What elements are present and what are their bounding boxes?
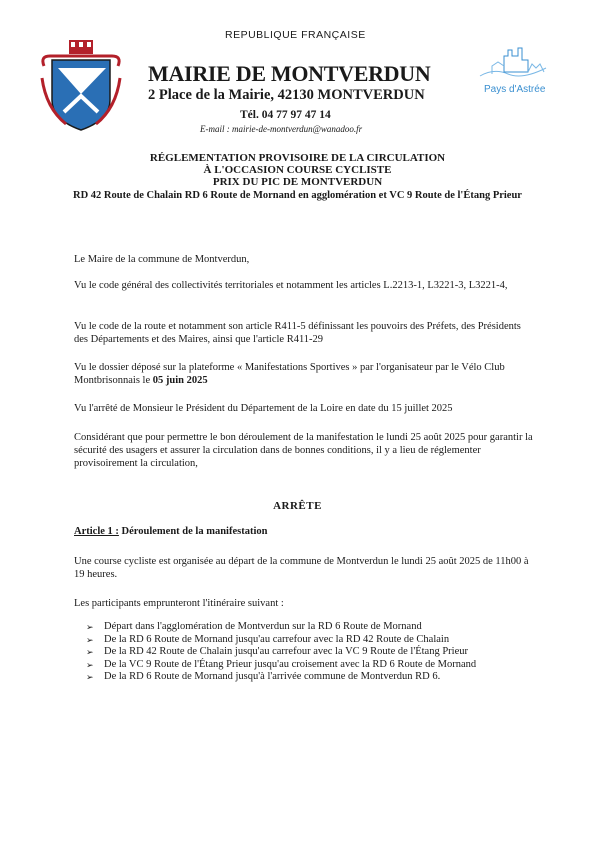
article-1-text: Une course cycliste est organisée au départ de la commune de Montverdun le lundi 25 août 2025 de 11h00 à 19 heures. xyxy=(74,556,529,580)
itineraire-intro: Les participants emprunteront l'itinéraire suivant : xyxy=(74,598,284,609)
title-line-1: RÉGLEMENTATION PROVISOIRE DE LA CIRCULATION xyxy=(149,152,446,164)
list-item xyxy=(74,646,524,659)
route-step-text: De la RD 42 Route de Chalain jusqu'au carrefour avec la VC 9 Route de l'Étang Prieur xyxy=(104,646,468,657)
article-1-heading xyxy=(74,526,267,537)
list-item xyxy=(74,621,524,634)
list-item xyxy=(74,671,524,684)
title-line-4: RD 42 Route de Chalain RD 6 Route de Mornand en agglomération et VC 9 Route de l'Étang Prieur xyxy=(73,190,522,201)
coat-of-arms-icon xyxy=(36,38,126,138)
route-step-text: De la RD 6 Route de Mornand jusqu'au carrefour avec la RD 42 Route de Chalain xyxy=(104,633,450,645)
considerant-paragraph: Considérant que pour permettre le bon déroulement de la manifestation le lundi 25 août 2025 pour garantir la sécurité des usagers et assurer la circulation dans de bonnes conditions, il y a lieu de réglementer provisoirement la circulation, xyxy=(74,432,533,469)
arrow-bullet-icon: ➢ xyxy=(86,672,94,682)
mairie-title: MAIRIE DE MONTVERDUN xyxy=(148,61,431,86)
pays-astree-label: Pays d'Astrée xyxy=(484,84,546,95)
title-line-2: À L'OCCASION COURSE CYCLISTE xyxy=(203,164,392,176)
arrow-bullet-icon: ➢ xyxy=(86,622,94,632)
arrete-heading: ARRÊTE xyxy=(273,500,322,512)
route-step-text: De la VC 9 Route de l'Étang Prieur jusqu'au croisement avec la RD 6 Route de Mornand xyxy=(104,658,477,670)
list-item xyxy=(74,659,524,672)
pays-astree-logo-icon xyxy=(474,38,554,108)
vu-paragraph-4: Vu l'arrêté de Monsieur le Président du Département de la Loire en date du 15 juillet 2025 xyxy=(74,403,453,414)
arrow-bullet-icon: ➢ xyxy=(86,647,94,657)
republique-heading: REPUBLIQUE FRANÇAISE xyxy=(225,29,366,41)
intro-paragraph: Le Maire de la commune de Montverdun, xyxy=(74,254,250,265)
route-list xyxy=(74,621,524,684)
title-line-3: PRIX DU PIC DE MONTVERDUN xyxy=(212,176,383,188)
vu-paragraph-3-date: 05 juin 2025 xyxy=(152,375,208,386)
vu-paragraph-1: Vu le code général des collectivités territoriales et notamment les articles L.2213-1, L3221-3, L3221-4, xyxy=(74,280,508,291)
article-1-title: Déroulement de la manifestation xyxy=(118,526,268,537)
mairie-address: 2 Place de la Mairie, 42130 MONTVERDUN xyxy=(148,87,425,103)
route-step-text: Départ dans l'agglomération de Montverdun sur la RD 6 Route de Mornand xyxy=(104,621,422,632)
route-step-text: De la RD 6 Route de Mornand jusqu'à l'arrivée commune de Montverdun RD 6. xyxy=(104,671,441,682)
arrow-bullet-icon: ➢ xyxy=(86,659,94,670)
vu-paragraph-3 xyxy=(74,361,534,387)
article-1-label: Article 1 : xyxy=(74,526,119,537)
vu-paragraph-2: Vu le code de la route et notamment son article R411-5 définissant les pouvoirs des Préfets, des Présidents des Départements et des Maires, ainsi que l'article R411-29 xyxy=(74,321,521,345)
mairie-email: E-mail : mairie-de-montverdun@wanadoo.fr xyxy=(200,124,363,134)
arrow-bullet-icon: ➢ xyxy=(86,634,94,645)
mairie-phone: Tél. 04 77 97 47 14 xyxy=(240,109,331,121)
vu-paragraph-3-text: Vu le dossier déposé sur la plateforme « Manifestations Sportives » par l'organisateur par le Vélo Club Montbrisonnais le xyxy=(74,362,505,386)
list-item xyxy=(74,634,524,647)
